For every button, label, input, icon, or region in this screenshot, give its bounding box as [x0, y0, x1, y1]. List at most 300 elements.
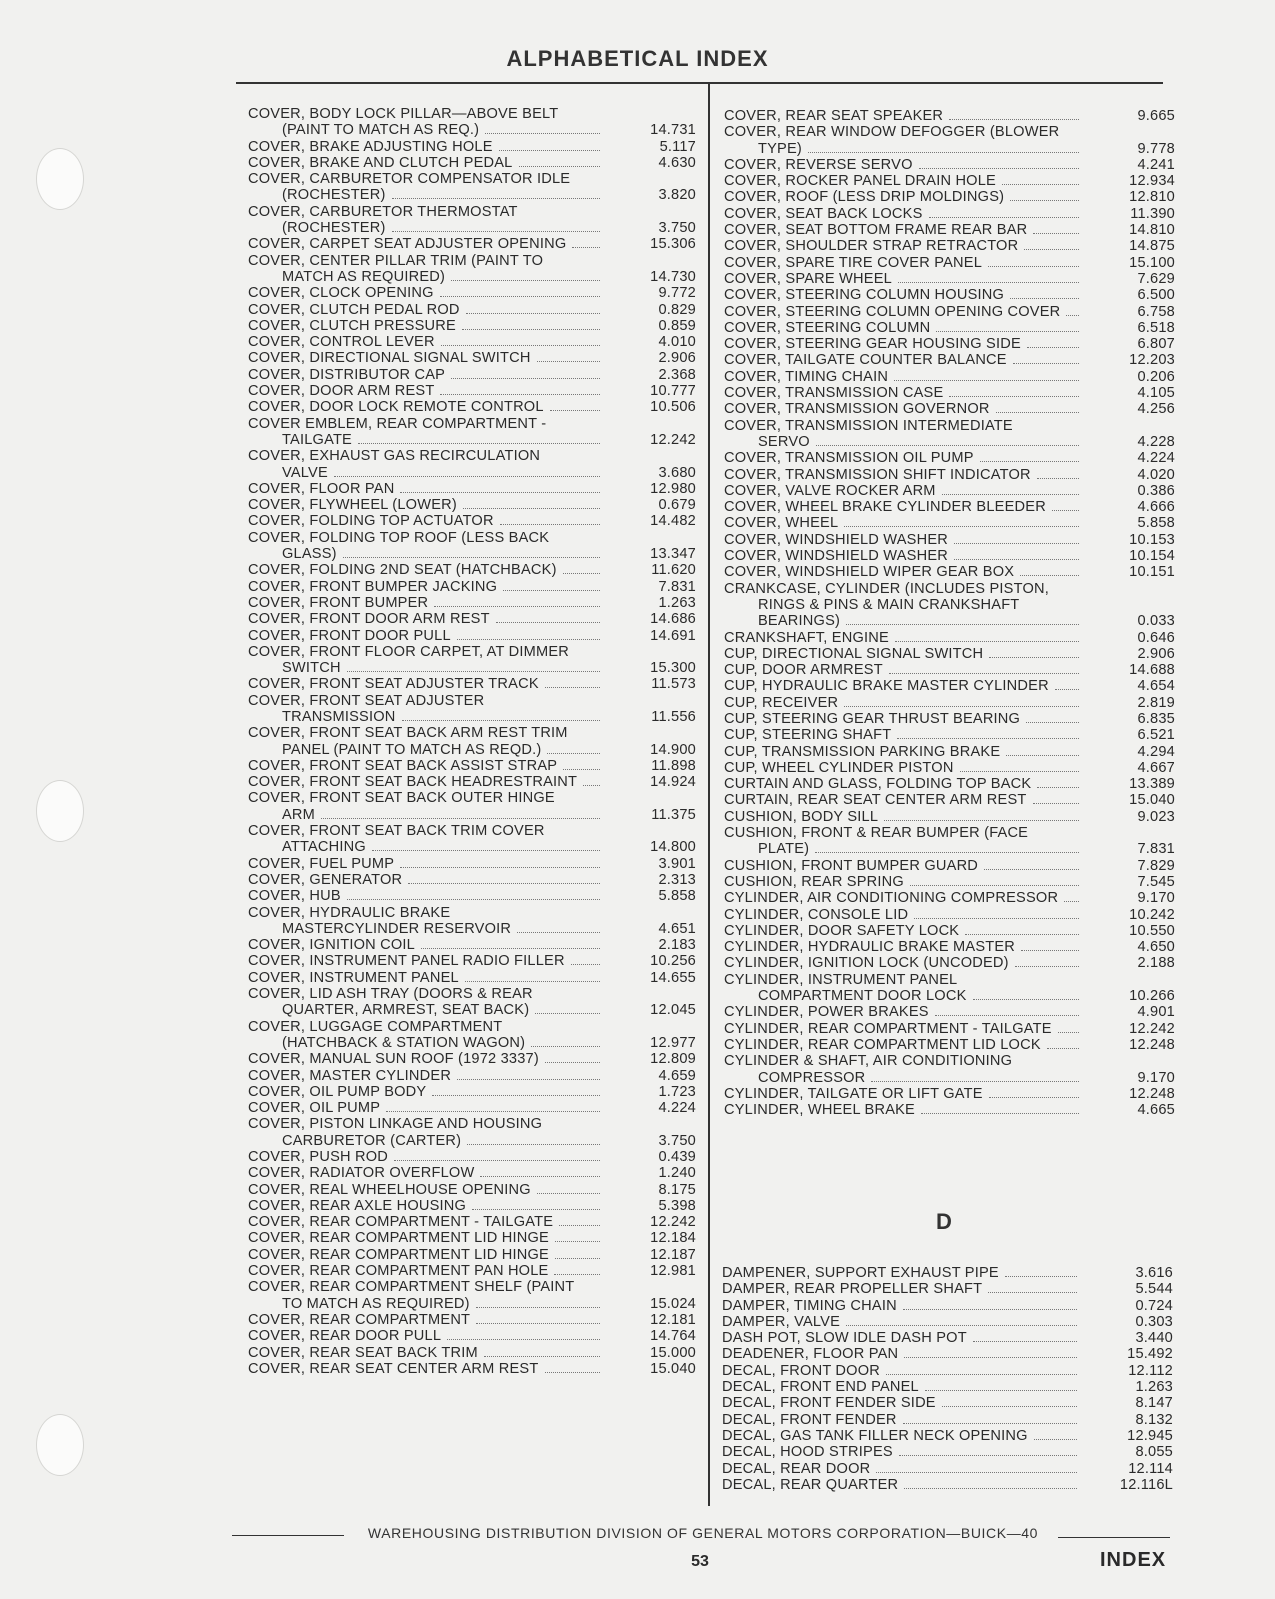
entry-text: COVER, SPARE TIRE COVER PANEL	[724, 254, 983, 271]
index-entry	[248, 562, 696, 578]
index-entry-line	[724, 646, 1175, 662]
entry-reference-number: 0.679	[658, 497, 696, 514]
index-entry	[248, 155, 696, 171]
dot-leader	[480, 1176, 600, 1177]
dot-leader	[400, 492, 600, 493]
index-entry	[724, 1037, 1175, 1053]
index-entry-line	[724, 907, 1175, 923]
binder-hole-middle	[36, 780, 84, 842]
dot-leader	[476, 1323, 600, 1324]
index-entry	[248, 758, 696, 774]
index-entry	[722, 1281, 1173, 1297]
index-entry	[248, 1116, 696, 1149]
index-entry	[722, 1265, 1173, 1281]
entry-reference-number: 15.492	[1127, 1346, 1173, 1363]
entry-text: RINGS & PINS & MAIN CRANKSHAFT	[758, 596, 1020, 613]
index-entry-line	[248, 481, 696, 497]
index-entry	[248, 1312, 696, 1328]
entry-reference-number: 4.224	[658, 1100, 696, 1117]
index-entry-line	[722, 1363, 1173, 1379]
index-entry-line	[724, 581, 1175, 597]
entry-text: COVER, PISTON LINKAGE AND HOUSING	[248, 1116, 543, 1133]
index-entry	[248, 1345, 696, 1361]
dot-leader	[954, 559, 1079, 560]
entry-reference-number: 5.117	[659, 138, 696, 155]
index-entry-line	[248, 367, 696, 383]
index-entry	[724, 581, 1175, 630]
index-entry	[248, 448, 696, 481]
index-entry-line	[724, 287, 1175, 303]
entry-reference-number: 6.500	[1137, 287, 1175, 304]
entry-text: (PAINT TO MATCH AS REQ.)	[282, 122, 480, 139]
entry-text: MASTERCYLINDER RESERVOIR	[282, 920, 512, 937]
dot-leader	[457, 639, 600, 640]
entry-reference-number: 12.203	[1129, 352, 1175, 369]
entry-reference-number: 12.810	[1129, 189, 1175, 206]
entry-text: COVER, MASTER CYLINDER	[248, 1067, 452, 1084]
entry-text: COVER, CARPET SEAT ADJUSTER OPENING	[248, 236, 567, 253]
entry-text: DEADENER, FLOOR PAN	[722, 1346, 899, 1363]
entry-reference-number: 14.800	[650, 839, 696, 856]
dot-leader	[583, 785, 600, 786]
entry-text: COVER, FLYWHEEL (LOWER)	[248, 497, 457, 514]
entry-reference-number: 12.112	[1128, 1362, 1173, 1379]
dot-leader	[954, 543, 1079, 544]
dot-leader	[973, 1341, 1077, 1342]
entry-reference-number: 10.550	[1129, 922, 1175, 939]
index-entry-line	[248, 1051, 696, 1067]
entry-reference-number: 11.898	[651, 757, 696, 774]
entry-text: CYLINDER, TAILGATE OR LIFT GATE	[724, 1085, 983, 1102]
dot-leader	[1021, 950, 1079, 951]
index-entry-line	[724, 206, 1175, 222]
entry-text: (ROCHESTER)	[282, 220, 386, 237]
dot-leader	[1013, 363, 1079, 364]
entry-reference-number: 14.730	[650, 268, 696, 285]
entry-reference-number: 14.731	[650, 122, 696, 139]
dot-leader	[925, 1390, 1077, 1391]
entry-reference-number: 15.024	[650, 1295, 696, 1312]
entry-text: COVER, CENTER PILLAR TRIM (PAINT TO	[248, 252, 544, 269]
index-entry-line	[722, 1379, 1173, 1395]
index-entry-line	[724, 695, 1175, 711]
entry-text: CURTAIN AND GLASS, FOLDING TOP BACK	[724, 776, 1032, 793]
entry-text: COVER, FRONT BUMPER JACKING	[248, 578, 498, 595]
dot-leader	[984, 869, 1079, 870]
entry-text: COVER, FLOOR PAN	[248, 480, 395, 497]
dot-leader	[563, 769, 600, 770]
entry-reference-number: 14.655	[650, 969, 696, 986]
dot-leader	[476, 1307, 600, 1308]
entry-text: CYLINDER, CONSOLE LID	[724, 906, 909, 923]
entry-reference-number: 1.723	[658, 1083, 696, 1100]
entry-reference-number: 15.040	[650, 1360, 696, 1377]
index-entry	[248, 1230, 696, 1246]
index-column-d	[722, 1265, 1173, 1493]
index-entry-line	[724, 467, 1175, 483]
dot-leader	[960, 771, 1079, 772]
dot-leader	[844, 526, 1079, 527]
entry-reference-number: 10.151	[1129, 564, 1175, 581]
index-entry-line	[248, 530, 696, 546]
entry-reference-number: 5.858	[1137, 515, 1175, 532]
entry-text: CUP, DOOR ARMREST	[724, 662, 883, 679]
dot-leader	[400, 867, 600, 868]
dot-leader	[919, 168, 1079, 169]
entry-reference-number: 12.242	[1129, 1020, 1175, 1037]
index-entry-line	[724, 923, 1175, 939]
entry-text: COVER, CLUTCH PRESSURE	[248, 317, 456, 334]
index-entry-line	[722, 1298, 1173, 1314]
dot-leader	[1037, 787, 1079, 788]
entry-reference-number: 6.758	[1137, 303, 1175, 320]
index-entry	[724, 646, 1175, 662]
dot-leader	[496, 622, 600, 623]
index-entry-line	[724, 222, 1175, 238]
dot-leader	[816, 445, 1079, 446]
index-entry	[724, 564, 1175, 580]
index-entry	[724, 1021, 1175, 1037]
entry-text: COVER, REAR WINDOW DEFOGGER (BLOWER	[724, 124, 1060, 141]
index-entry-line	[248, 122, 696, 138]
entry-text: QUARTER, ARMREST, SEAT BACK)	[282, 1002, 530, 1019]
index-entry	[248, 676, 696, 692]
dot-leader	[942, 1406, 1077, 1407]
entry-reference-number: 9.665	[1137, 108, 1175, 124]
index-entry-line	[248, 709, 696, 725]
dot-leader	[462, 329, 600, 330]
entry-reference-number: 0.646	[1137, 629, 1175, 646]
entry-reference-number: 11.375	[651, 806, 696, 823]
entry-text: DECAL, HOOD STRIPES	[722, 1444, 893, 1461]
entry-reference-number: 12.934	[1129, 173, 1175, 190]
dot-leader	[555, 1258, 600, 1259]
entry-text: COVER, STEERING GEAR HOUSING SIDE	[724, 336, 1021, 353]
entry-reference-number: 4.010	[658, 334, 696, 351]
dot-leader	[1010, 200, 1079, 201]
dot-leader	[914, 918, 1079, 919]
entry-reference-number: 7.629	[1137, 270, 1175, 287]
entry-text: DECAL, GAS TANK FILLER NECK OPENING	[722, 1427, 1028, 1444]
entry-text: TAILGATE	[282, 431, 352, 448]
index-entry-line	[724, 597, 1175, 613]
entry-text: COVER, WHEEL BRAKE CYLINDER BLEEDER	[724, 499, 1046, 516]
dot-leader	[517, 932, 600, 933]
entry-reference-number: 2.906	[658, 350, 696, 367]
entry-reference-number: 12.248	[1129, 1085, 1175, 1102]
index-entry-line	[248, 448, 696, 464]
entry-text: DECAL, FRONT FENDER SIDE	[722, 1395, 936, 1412]
dot-leader	[440, 394, 600, 395]
index-entry	[724, 548, 1175, 564]
dot-leader	[421, 948, 600, 949]
dot-leader	[1047, 1048, 1079, 1049]
entry-text: COVER, SEAT BACK LOCKS	[724, 205, 923, 222]
index-entry	[248, 106, 696, 139]
dot-leader	[347, 671, 600, 672]
index-entry-line	[248, 106, 696, 122]
index-entry	[724, 206, 1175, 222]
entry-reference-number: 5.858	[658, 888, 696, 905]
index-entry	[722, 1428, 1173, 1444]
index-entry	[248, 481, 696, 497]
entry-reference-number: 14.875	[1129, 238, 1175, 255]
index-entry-line	[248, 236, 696, 252]
index-entry	[724, 304, 1175, 320]
index-entry	[248, 1247, 696, 1263]
dot-leader	[1034, 1439, 1077, 1440]
index-entry-line	[248, 595, 696, 611]
entry-reference-number: 10.266	[1129, 988, 1175, 1005]
index-entry	[248, 1214, 696, 1230]
entry-reference-number: 6.807	[1137, 336, 1175, 353]
entry-text: CURTAIN, REAR SEAT CENTER ARM REST	[724, 792, 1027, 809]
dot-leader	[949, 396, 1079, 397]
index-entry	[248, 628, 696, 644]
entry-text: COVER, FOLDING TOP ROOF (LESS BACK	[248, 529, 550, 546]
entry-text: COVER, TRANSMISSION INTERMEDIATE	[724, 417, 1013, 434]
entry-text: COVER, SHOULDER STRAP RETRACTOR	[724, 238, 1019, 255]
entry-reference-number: 4.241	[1137, 156, 1175, 173]
dot-leader	[484, 1356, 600, 1357]
entry-text: COVER, TRANSMISSION CASE	[724, 385, 944, 402]
dot-leader	[343, 557, 600, 558]
index-entry-line	[724, 532, 1175, 548]
entry-text: COVER, SPARE WHEEL	[724, 270, 892, 287]
entry-text: CYLINDER, HYDRAULIC BRAKE MASTER	[724, 939, 1016, 956]
index-entry-line	[722, 1346, 1173, 1362]
index-entry	[248, 970, 696, 986]
index-entry	[248, 1084, 696, 1100]
entry-reference-number: 14.688	[1129, 662, 1175, 679]
entry-reference-number: 3.750	[658, 220, 696, 237]
entry-text: CYLINDER, POWER BRAKES	[724, 1004, 929, 1021]
entry-text: COVER, REVERSE SERVO	[724, 156, 913, 173]
index-entry	[248, 285, 696, 301]
column-divider	[708, 84, 710, 1506]
index-entry-line	[724, 727, 1175, 743]
entry-text: CYLINDER & SHAFT, AIR CONDITIONING	[724, 1053, 1013, 1070]
index-entry	[724, 711, 1175, 727]
index-entry-line	[248, 1149, 696, 1165]
index-entry-line	[724, 564, 1175, 580]
dot-leader	[537, 1193, 600, 1194]
entry-reference-number: 0.303	[1135, 1313, 1173, 1330]
dot-leader	[903, 1309, 1077, 1310]
entry-text: CUP, STEERING GEAR THRUST BEARING	[724, 710, 1021, 727]
dot-leader	[1027, 347, 1079, 348]
dot-leader	[921, 1113, 1079, 1114]
index-entry-line	[248, 187, 696, 203]
entry-text: COVER, TIMING CHAIN	[724, 368, 889, 385]
index-entry-line	[248, 1279, 696, 1295]
entry-text: CYLINDER, AIR CONDITIONING COMPRESSOR	[724, 890, 1059, 907]
entry-text: PANEL (PAINT TO MATCH AS REQD.)	[282, 741, 542, 758]
entry-text: COVER, REAR DOOR PULL	[248, 1328, 442, 1345]
entry-reference-number: 14.924	[650, 774, 696, 791]
index-entry-line	[248, 839, 696, 855]
entry-reference-number: 12.980	[650, 480, 696, 497]
index-entry-line	[722, 1265, 1173, 1281]
entry-reference-number: 4.651	[658, 920, 696, 937]
dot-leader	[434, 606, 600, 607]
entry-text: COVER, ROOF (LESS DRIP MOLDINGS)	[724, 189, 1005, 206]
page-title: ALPHABETICAL INDEX	[506, 46, 769, 71]
index-entry-line	[248, 285, 696, 301]
entry-reference-number: 7.831	[1137, 841, 1175, 858]
dot-leader	[1066, 315, 1079, 316]
dot-leader	[555, 1241, 600, 1242]
entry-text: CUSHION, FRONT BUMPER GUARD	[724, 857, 979, 874]
index-entry-line	[248, 856, 696, 872]
entry-reference-number: 14.900	[650, 741, 696, 758]
entry-reference-number: 14.810	[1129, 222, 1175, 239]
index-entry	[724, 662, 1175, 678]
entry-reference-number: 4.256	[1137, 401, 1175, 418]
index-entry	[248, 383, 696, 399]
index-entry	[248, 334, 696, 350]
entry-reference-number: 13.347	[650, 546, 696, 563]
dot-leader	[1037, 478, 1079, 479]
index-entry	[248, 644, 696, 677]
index-entry	[248, 1198, 696, 1214]
index-entry-line	[724, 336, 1175, 352]
dot-leader	[949, 119, 1079, 120]
index-entry	[722, 1298, 1173, 1314]
index-entry-line	[248, 921, 696, 937]
entry-reference-number: 2.819	[1137, 694, 1175, 711]
index-entry	[722, 1412, 1173, 1428]
entry-text: COVER, FRONT SEAT BACK HEADRESTRAINT	[248, 774, 578, 791]
entry-text: COVER, FRONT SEAT BACK TRIM COVER	[248, 823, 545, 840]
entry-reference-number: 14.686	[650, 611, 696, 628]
index-entry	[724, 369, 1175, 385]
dot-leader	[392, 198, 600, 199]
dot-leader	[904, 1488, 1077, 1489]
dot-leader	[392, 231, 600, 232]
entry-reference-number: 8.055	[1135, 1444, 1173, 1461]
index-column-left	[248, 106, 696, 1377]
index-entry	[248, 1182, 696, 1198]
entry-text: COVER, TAILGATE COUNTER BALANCE	[724, 352, 1007, 369]
index-entry-line	[724, 858, 1175, 874]
index-entry	[724, 809, 1175, 825]
entry-text: CUP, WHEEL CYLINDER PISTON	[724, 759, 954, 776]
index-entry	[724, 744, 1175, 760]
entry-reference-number: 0.724	[1135, 1297, 1173, 1314]
index-entry-line	[724, 792, 1175, 808]
dot-leader	[386, 1111, 600, 1112]
entry-text: CUSHION, FRONT & REAR BUMPER (FACE	[724, 825, 1029, 842]
dot-leader	[554, 1274, 600, 1275]
index-entry	[722, 1346, 1173, 1362]
index-entry-line	[248, 1312, 696, 1328]
entry-text: COVER, FOLDING 2ND SEAT (HATCHBACK)	[248, 562, 557, 579]
dot-leader	[815, 852, 1079, 853]
index-entry-line	[248, 872, 696, 888]
index-entry-line	[724, 678, 1175, 694]
index-entry-line	[724, 1086, 1175, 1102]
index-entry-line	[724, 124, 1175, 140]
entry-reference-number: 12.242	[650, 431, 696, 448]
index-column-right	[724, 108, 1175, 1118]
index-entry-line	[724, 809, 1175, 825]
index-entry	[724, 336, 1175, 352]
index-entry	[724, 825, 1175, 858]
entry-reference-number: 10.154	[1129, 548, 1175, 565]
index-entry-line	[724, 890, 1175, 906]
index-entry-line	[724, 1004, 1175, 1020]
index-entry-line	[724, 450, 1175, 466]
entry-reference-number: 4.665	[1137, 1102, 1175, 1119]
entry-reference-number: 9.778	[1137, 140, 1175, 157]
entry-text: CYLINDER, WHEEL BRAKE	[724, 1102, 915, 1119]
footer-rule-right	[1058, 1537, 1170, 1538]
index-entry-line	[724, 711, 1175, 727]
entry-reference-number: 15.100	[1129, 254, 1175, 271]
index-entry	[248, 171, 696, 204]
index-entry	[724, 108, 1175, 124]
entry-reference-number: 12.248	[1129, 1036, 1175, 1053]
entry-text: DECAL, FRONT END PANEL	[722, 1379, 919, 1396]
entry-text: CUSHION, REAR SPRING	[724, 873, 904, 890]
index-entry-line	[248, 1133, 696, 1149]
index-entry	[248, 253, 696, 286]
entry-reference-number: 4.228	[1137, 433, 1175, 450]
index-entry	[724, 238, 1175, 254]
entry-reference-number: 15.000	[650, 1344, 696, 1361]
index-entry-line	[248, 399, 696, 415]
index-entry-line	[722, 1428, 1173, 1444]
index-entry-line	[248, 220, 696, 236]
index-entry-line	[724, 874, 1175, 890]
dot-leader	[903, 1423, 1077, 1424]
dot-leader	[503, 590, 600, 591]
entry-text: COVER, REAR SEAT SPEAKER	[724, 108, 944, 124]
entry-reference-number: 6.521	[1137, 727, 1175, 744]
entry-reference-number: 7.545	[1137, 873, 1175, 890]
index-entry	[724, 1004, 1175, 1020]
entry-reference-number: 1.240	[658, 1165, 696, 1182]
entry-text: DAMPER, REAR PROPELLER SHAFT	[722, 1281, 983, 1298]
entry-text: COVER, STEERING COLUMN OPENING COVER	[724, 303, 1061, 320]
dot-leader	[1052, 510, 1079, 511]
entry-text: COMPRESSOR	[758, 1069, 866, 1086]
index-entry-line	[248, 725, 696, 741]
index-entry-line	[248, 644, 696, 660]
index-entry-line	[722, 1412, 1173, 1428]
index-entry-line	[248, 823, 696, 839]
entry-text: (HATCHBACK & STATION WAGON)	[282, 1034, 526, 1051]
entry-reference-number: 4.901	[1137, 1004, 1175, 1021]
entry-reference-number: 4.667	[1137, 759, 1175, 776]
index-entry-line	[724, 271, 1175, 287]
entry-text: DAMPER, VALVE	[722, 1313, 841, 1330]
entry-text: COVER, STEERING COLUMN	[724, 319, 931, 336]
index-entry	[248, 953, 696, 969]
dot-leader	[571, 964, 600, 965]
index-entry	[724, 939, 1175, 955]
dot-leader	[447, 1339, 600, 1340]
dot-leader	[537, 361, 600, 362]
index-entry-line	[248, 1035, 696, 1051]
index-entry-line	[248, 171, 696, 187]
index-entry-line	[248, 1247, 696, 1263]
entry-reference-number: 15.040	[1129, 792, 1175, 809]
entry-reference-number: 8.175	[658, 1181, 696, 1198]
entry-reference-number: 7.831	[658, 578, 696, 595]
section-label: INDEX	[1100, 1549, 1167, 1571]
